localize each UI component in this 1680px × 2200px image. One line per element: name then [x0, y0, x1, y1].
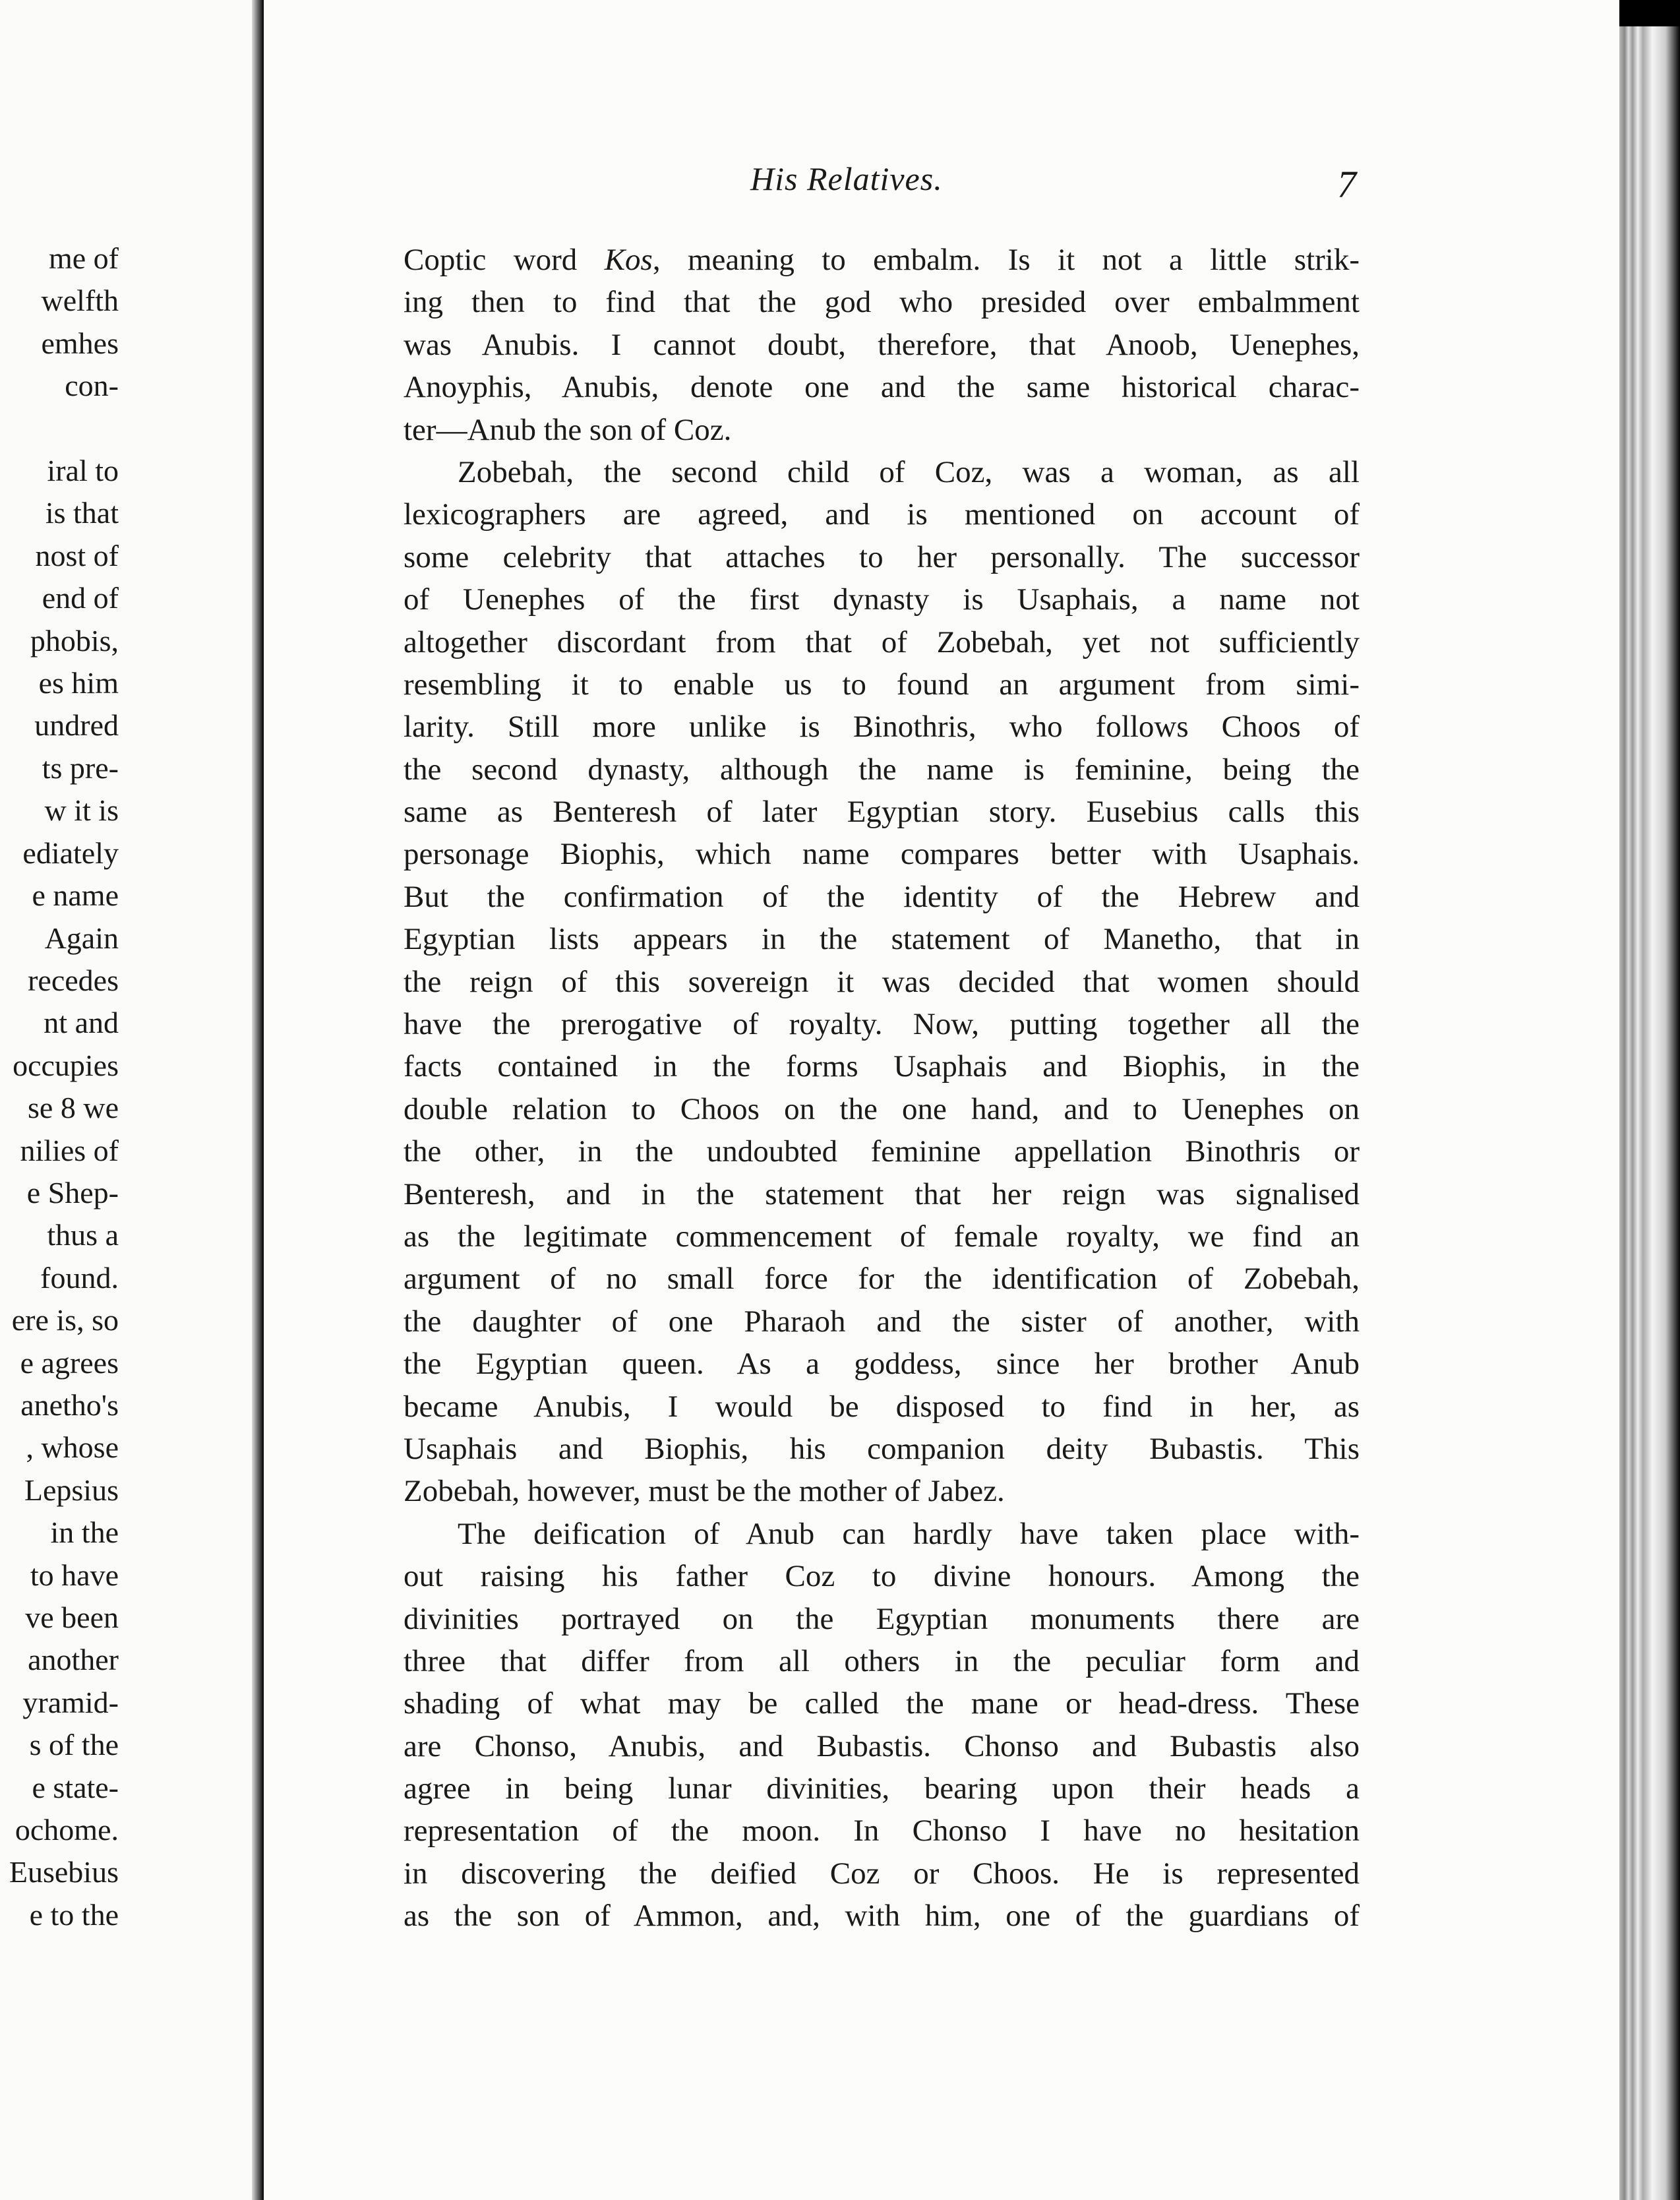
left-line: is that — [45, 496, 119, 530]
left-line: w it is — [44, 793, 119, 828]
left-line: nt and — [44, 1006, 119, 1040]
left-line: nost of — [35, 538, 119, 572]
body-text — [404, 239, 1360, 1938]
text-line: out raising his father Coz to divine honours. Among the — [404, 1559, 1360, 1594]
left-line: undred — [34, 708, 119, 743]
page-number: 7 — [1337, 163, 1356, 206]
text-line: agree in being lunar divinities, bearing upon their heads a — [404, 1771, 1360, 1806]
left-line: e Shep- — [26, 1175, 119, 1209]
left-line: to have — [30, 1558, 119, 1592]
left-line — [0, 408, 119, 450]
left-line: anetho's — [20, 1388, 119, 1422]
text-line: double relation to Choos on the one hand, and to Uenephes on — [404, 1091, 1360, 1126]
text-line: the reign of this sovereign it was decided that women should — [404, 964, 1360, 999]
left-line: nilies of — [20, 1133, 119, 1167]
left-line: found. — [40, 1260, 119, 1295]
left-line: Lepsius — [24, 1473, 119, 1507]
left-line: e to the — [29, 1897, 119, 1932]
text-line: Anoyphis, Anubis, denote one and the same historical charac- — [404, 370, 1360, 405]
left-line: ve been — [25, 1601, 119, 1634]
left-line: end of — [42, 581, 119, 615]
text-line: ing then to find that the god who presided over embalmment — [404, 285, 1360, 320]
text-line: same as Benteresh of later Egyptian story. Eusebius calls this — [404, 795, 1360, 830]
text-line: Zobebah, however, must be the mother of Jabez. — [404, 1474, 1005, 1509]
left-line: ediately — [22, 836, 119, 870]
left-line: recedes — [28, 963, 119, 997]
left-line: phobis, — [30, 623, 119, 657]
left-line: Eusebius — [9, 1855, 119, 1889]
book-gutter — [252, 0, 264, 2200]
left-line: welfth — [41, 284, 119, 318]
left-page-text — [0, 237, 119, 1952]
text-line: have the prerogative of royalty. Now, putting together all the — [404, 1007, 1360, 1042]
text-line: ter—Anub the son of Coz. — [404, 412, 732, 447]
text-line: Usaphais and Biophis, his companion deity Bubastis. This — [404, 1431, 1360, 1466]
text-line: altogether discordant from that of Zobebah, yet not sufficiently — [404, 625, 1360, 659]
text-line: was Anubis. I cannot doubt, therefore, that Anoob, Uenephes, — [404, 327, 1360, 362]
text-line: in discovering the deified Coz or Choos. He is represented — [404, 1856, 1360, 1891]
text-line: representation of the moon. In Chonso I have no hesitation — [404, 1814, 1360, 1849]
left-line: in the — [50, 1515, 119, 1550]
text-line: the other, in the undoubted feminine appellation Binothris or — [404, 1134, 1360, 1169]
text-line: larity. Still more unlike is Binothris, who follows Choos of — [404, 710, 1360, 745]
text-line: the daughter of one Pharaoh and the sister of another, with — [404, 1304, 1360, 1339]
text-line: as the son of Ammon, and, with him, one of the guardians of — [404, 1899, 1360, 1934]
left-line: another — [28, 1643, 119, 1677]
text-line: Coptic word Kos, meaning to embalm. Is it not a little strik- — [404, 243, 1360, 277]
text-line: Benteresh, and in the statement that her reign was signalised — [404, 1176, 1360, 1211]
text-line: are Chonso, Anubis, and Bubastis. Chonso and Bubastis also — [404, 1728, 1360, 1763]
text-line: divinities portrayed on the Egyptian monuments there are — [404, 1601, 1360, 1636]
left-line: iral to — [47, 454, 119, 488]
left-line: occupies — [13, 1048, 119, 1082]
left-page-fragment — [0, 0, 258, 2200]
text-line: became Anubis, I would be disposed to find in her, as — [404, 1389, 1360, 1424]
running-head: His Relatives. — [750, 160, 943, 197]
left-line: Again — [44, 921, 119, 955]
text-line: But the confirmation of the identity of the Hebrew and — [404, 879, 1360, 914]
left-line: ochome. — [15, 1813, 119, 1847]
text-line: lexicographers are agreed, and is mentioned on account of — [404, 497, 1360, 532]
text-line: three that differ from all others in the peculiar form and — [404, 1643, 1360, 1678]
text-line: of Uenephes of the first dynasty is Usaphais, a name not — [404, 582, 1360, 617]
text-line: shading of what may be called the mane or head-dress. These — [404, 1686, 1360, 1721]
left-line: s of the — [29, 1728, 119, 1762]
text-line: some celebrity that attaches to her personally. The successor — [404, 539, 1360, 574]
left-line: yramid- — [22, 1685, 119, 1719]
left-line: e name — [32, 878, 119, 913]
text-line: resembling it to enable us to found an argument from simi- — [404, 667, 1360, 702]
page-edges — [1619, 26, 1680, 2200]
left-line: es him — [38, 666, 119, 700]
text-line: argument of no small force for the identification of Zobebah, — [404, 1262, 1360, 1297]
text-line: facts contained in the forms Usaphais and Biophis, in the — [404, 1049, 1360, 1084]
left-line: ere is, so — [11, 1303, 119, 1337]
text-line: as the legitimate commencement of female royalty, we find an — [404, 1219, 1360, 1254]
text-line: the Egyptian queen. As a goddess, since her brother Anub — [404, 1347, 1360, 1382]
left-line: emhes — [41, 326, 119, 360]
left-line: con- — [65, 369, 119, 403]
text-line: personage Biophis, which name compares better with Usaphais. — [404, 837, 1360, 872]
left-line: e state- — [32, 1770, 119, 1804]
paragraph-start: The deification of Anub can hardly have taken place with- — [458, 1516, 1360, 1551]
left-line: se 8 we — [28, 1091, 119, 1125]
left-line: ts pre- — [42, 750, 119, 785]
text-line: Egyptian lists appears in the statement of Manetho, that in — [404, 922, 1360, 957]
left-line: thus a — [47, 1218, 119, 1252]
text-line: the second dynasty, although the name is feminine, being the — [404, 752, 1360, 787]
left-line: , whose — [26, 1430, 119, 1465]
left-line: e agrees — [20, 1345, 119, 1380]
paragraph-start: Zobebah, the second child of Coz, was a woman, as all — [458, 454, 1360, 489]
left-line: me of — [48, 241, 119, 275]
